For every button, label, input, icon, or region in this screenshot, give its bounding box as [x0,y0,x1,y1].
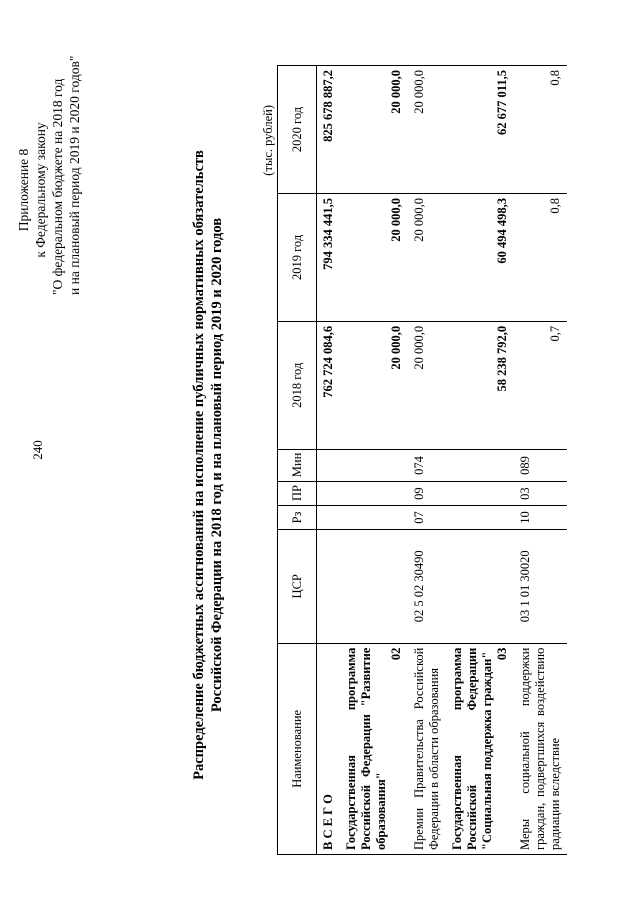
row-2019: 60 494 498,3 [446,193,514,321]
title-line: Распределение бюджетных ассигнований на исполнение публичных нормативных обязательств [191,150,207,780]
row-min [340,449,408,482]
row-rz: 10 [514,506,567,530]
row-csr [317,529,341,643]
row-min [446,449,514,482]
row-rz [317,506,341,530]
row-name-cell [340,643,408,854]
header-csr: ЦСР [278,529,317,643]
header-min: Мин [278,449,317,482]
row-program-code: 03 [495,647,509,661]
row-2018: 0,7 [514,321,567,449]
row-min [317,449,341,482]
title-line: Российской Федерации на 2018 год и на плановый период 2019 и 2020 годов [209,217,225,713]
table-row [340,66,408,855]
appendix-line: "О федеральном бюджете на 2018 год [50,78,65,295]
row-2020: 0,8 [514,66,567,194]
table-row [317,66,341,855]
appendix-line: и на плановый период 2019 и 2020 годов" [67,55,82,295]
row-csr: 03 1 01 30020 [514,529,567,643]
table-row [408,66,446,855]
row-pr [317,482,341,506]
header-pr: ПР [278,482,317,506]
row-rz: 07 [408,506,446,530]
row-csr [340,529,408,643]
row-rz [446,506,514,530]
table-row [514,66,567,855]
table-header-row [278,66,317,855]
appendix-line: к Федеральному закону [33,122,48,258]
row-pr [340,482,408,506]
document-title [190,105,226,825]
budget-table [277,65,567,855]
row-name-cell [446,643,514,854]
header-name: Наименование [278,643,317,854]
row-2018: 20 000,0 [408,321,446,449]
row-2019: 20 000,0 [408,193,446,321]
row-2018: 762 724 084,6 [317,321,341,449]
row-rz [340,506,408,530]
row-name: Меры социальной поддержки граждан, подвергшихся воздействию радиации вследствие [514,643,567,854]
header-rz: Рз [278,506,317,530]
row-pr: 09 [408,482,446,506]
units-label: (тыс. рублей) [261,105,275,176]
row-2018: 58 238 792,0 [446,321,514,449]
row-2019: 794 334 441,5 [317,193,341,321]
row-2020: 20 000,0 [408,66,446,194]
row-2019: 20 000,0 [340,193,408,321]
row-pr: 03 [514,482,567,506]
header-2019: 2019 год [278,193,317,321]
row-min: 089 [514,449,567,482]
row-2020: 62 677 011,5 [446,66,514,194]
row-program-code: 02 [389,647,403,661]
row-min: 074 [408,449,446,482]
row-csr: 02 5 02 30490 [408,529,446,643]
row-pr [446,482,514,506]
appendix-line: Приложение 8 [16,148,31,232]
row-name: Государственная программа Российской Федерации "Социальная поддержка граждан" [450,647,494,850]
row-2020: 20 000,0 [340,66,408,194]
document-sheet [15,55,585,865]
row-csr [446,529,514,643]
row-2018: 20 000,0 [340,321,408,449]
row-name: Государственная программа Российской Федерации "Развитие образования" [344,647,388,850]
header-2020: 2020 год [278,66,317,194]
header-2018: 2018 год [278,321,317,449]
appendix-header [15,55,83,295]
row-2020: 825 678 887,2 [317,66,341,194]
row-name: В С Е Г О [317,643,341,854]
table-row [446,66,514,855]
row-2019: 0,8 [514,193,567,321]
page-number: 240 [30,440,45,460]
row-name: Премии Правительства Российской Федерации в области образования [408,643,446,854]
